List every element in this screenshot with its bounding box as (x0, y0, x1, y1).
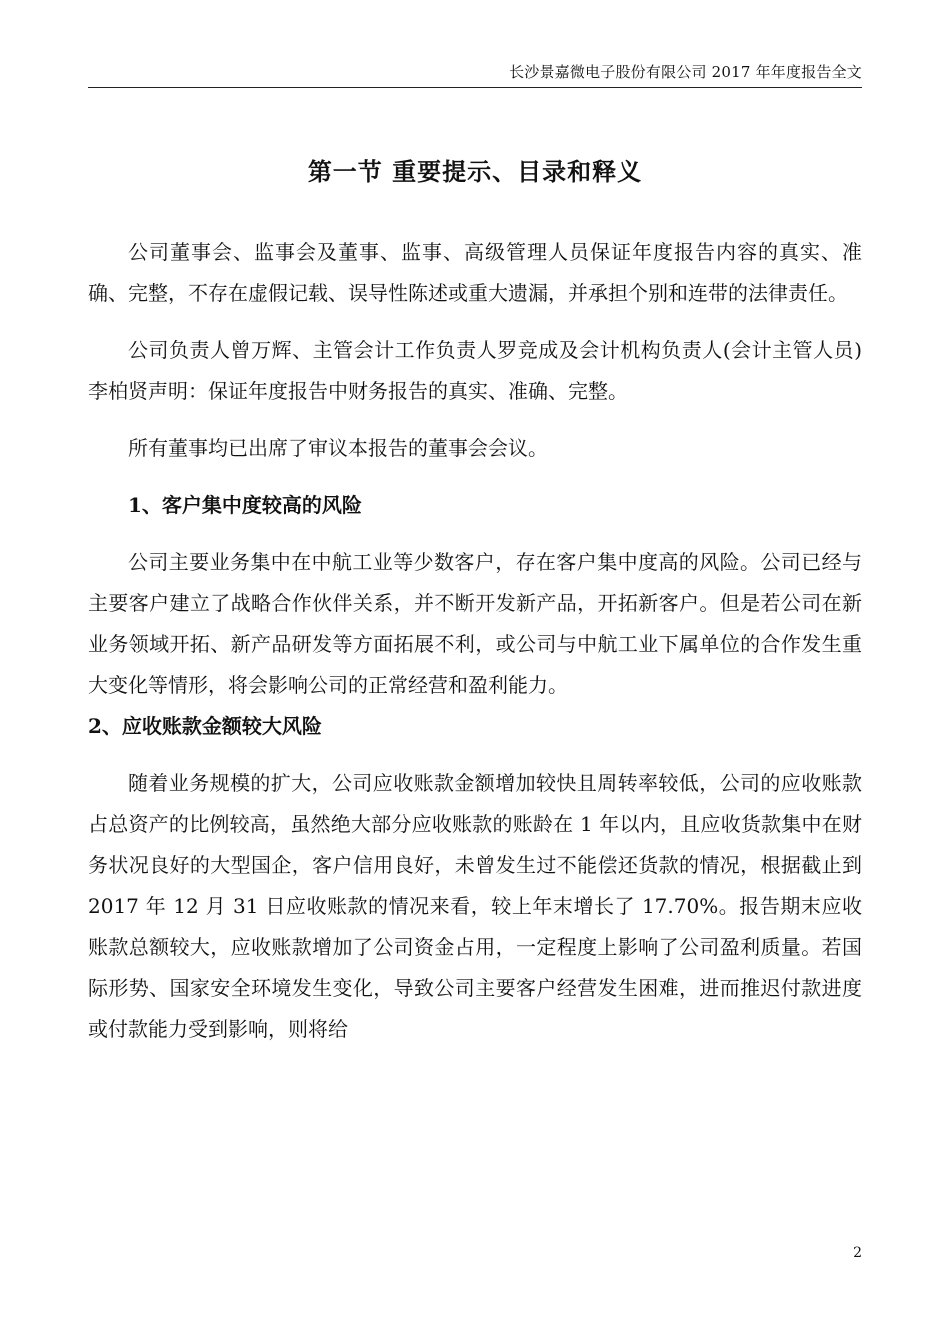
running-header: 长沙景嘉微电子股份有限公司 2017 年年度报告全文 (509, 63, 862, 81)
paragraph-directors-attendance: 所有董事均已出席了审议本报告的董事会会议。 (128, 436, 548, 460)
body-text (88, 232, 862, 1050)
header-rule (88, 87, 862, 88)
page-number: 2 (853, 1245, 862, 1261)
paragraph-receivables: 随着业务规模的扩大，公司应收账款金额增加较快且周转率较低，公司的应收账款占总资产的比例较高，虽然绝大部分应收账款的账龄在 1 年以内，且应收货款集中在财务状况良好的大型国企，客户信用良好，未曾发生过不能偿还货款的情况，根据截止到 2017 年 12 月 31 日应收账款的情况来看，较上年末增长了 17.70%。报告期末应收账款总额较大，应收账款增加了公司资金占用，一定程度上影响了公司盈利质量。若国际形势、国家安全环境发生变化，导致公司主要客户经营发生困难，进而推迟付款进度或付款能力受到影响，则将给 (88, 771, 862, 1041)
risk-heading-customer-concentration: 1、客户集中度较高的风险 (128, 493, 362, 517)
paragraph-officer-statement: 公司负责人曾万辉、主管会计工作负责人罗竞成及会计机构负责人(会计主管人员)李柏贤声明：保证年度报告中财务报告的真实、准确、完整。 (88, 338, 862, 403)
paragraph-customer-concentration: 公司主要业务集中在中航工业等少数客户，存在客户集中度高的风险。公司已经与主要客户建立了战略合作伙伴关系，并不断开发新产品，开拓新客户。但是若公司在新业务领域开拓、新产品研发等方面拓展不利，或公司与中航工业下属单位的合作发生重大变化等情形，将会影响公司的正常经营和盈利能力。 (88, 550, 862, 697)
paragraph-board-guarantee: 公司董事会、监事会及董事、监事、高级管理人员保证年度报告内容的真实、准确、完整，不存在虚假记载、误导性陈述或重大遗漏，并承担个别和连带的法律责任。 (88, 240, 862, 305)
risk-heading-receivables: 2、应收账款金额较大风险 (88, 714, 322, 738)
section-title: 第一节 重要提示、目录和释义 (307, 157, 643, 186)
